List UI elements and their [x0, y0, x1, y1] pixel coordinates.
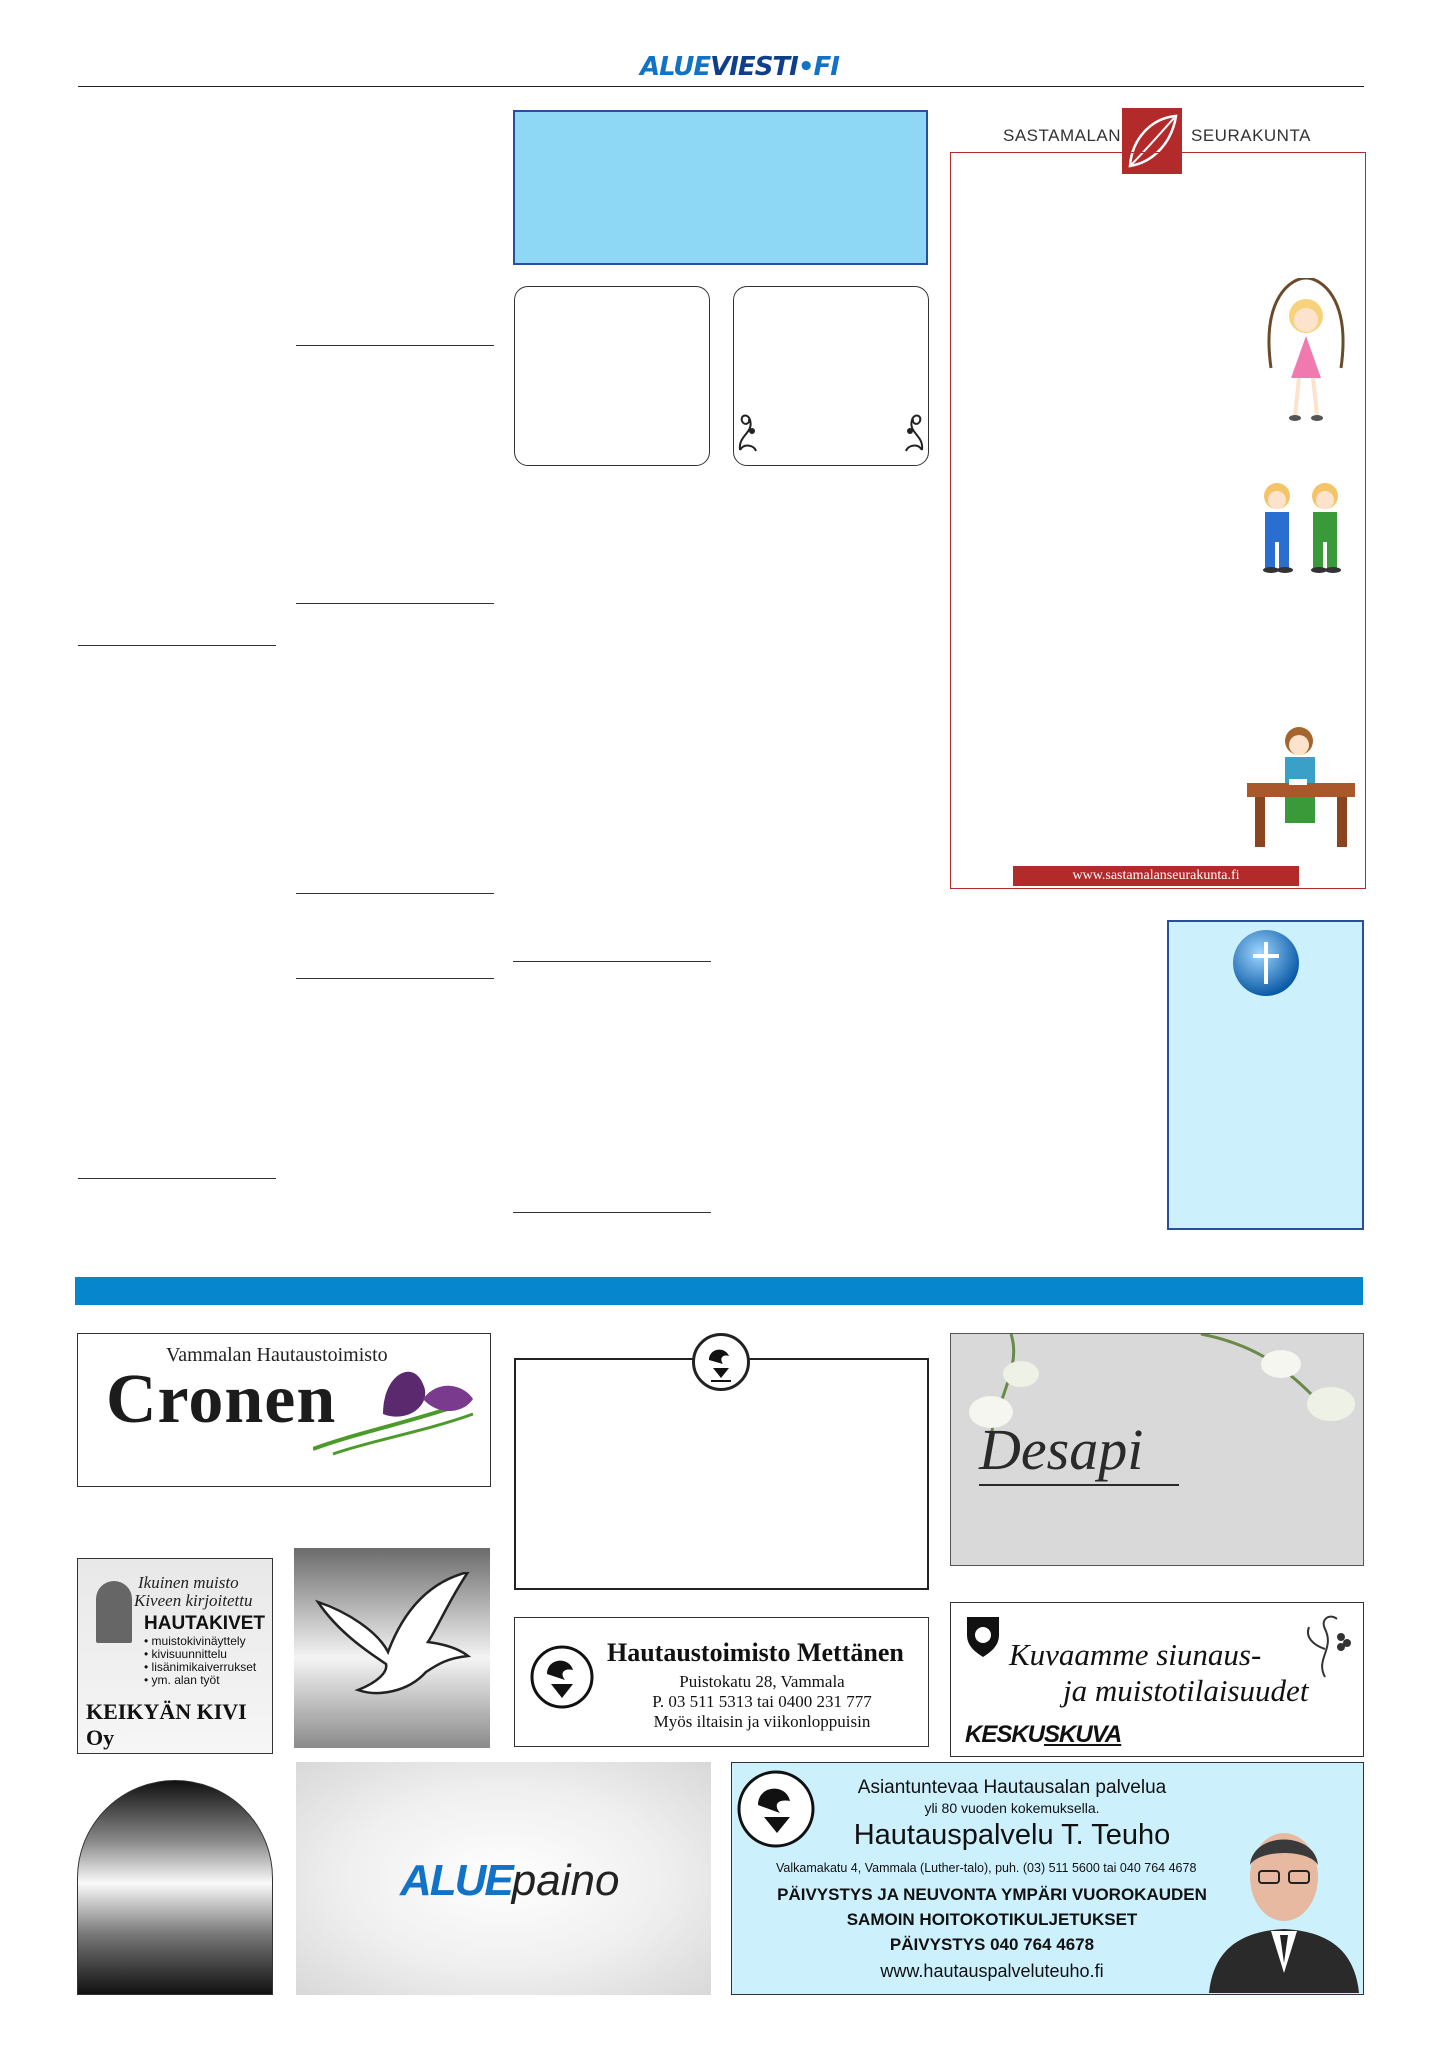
rounded-ad-box-left	[514, 286, 710, 466]
desapi-ad	[950, 1333, 1364, 1566]
two-children-icon	[1249, 478, 1359, 578]
aluepaino-logo-a: ALUE	[400, 1856, 512, 1905]
teuho-tagline-2: yli 80 vuoden kokemuksella.	[924, 1800, 1100, 1816]
desapi-name: Desapi	[979, 1417, 1144, 1482]
keikyan-heading: HAUTAKIVET	[144, 1613, 266, 1634]
column-rule	[78, 1178, 276, 1179]
header-rule	[78, 86, 1364, 87]
desapi-underline	[979, 1484, 1179, 1486]
column-rule	[513, 961, 711, 962]
teuho-ad	[731, 1762, 1364, 1995]
keskuskuva-brand	[965, 1721, 1121, 1749]
keikyan-item: • lisänimikaiverrukset	[144, 1660, 257, 1674]
shield-icon	[963, 1613, 1003, 1659]
mettanen-phone: P. 03 511 5313 tai 0400 231 777	[652, 1692, 872, 1711]
seurakunta-title-right: SEURAKUNTA	[1191, 126, 1311, 145]
funeral-emblem-icon	[695, 1336, 747, 1388]
arch-gradient-ad	[77, 1780, 273, 1995]
dove-ad	[294, 1548, 490, 1748]
aluepaino-ad	[296, 1762, 711, 1995]
floral-ornament-icon	[1295, 1609, 1355, 1679]
column-rule	[513, 1212, 711, 1213]
teuho-url[interactable]: www.hautauspalveluteuho.fi	[880, 1961, 1104, 1981]
keskuskuva-line-2: ja muistotilaisuudet	[1063, 1673, 1309, 1708]
section-divider-bar	[75, 1277, 1363, 1305]
cronen-name: Cronen	[106, 1361, 337, 1438]
keikyan-items	[144, 1635, 256, 1687]
keikyan-script-2: Kiveen kirjoitettu	[134, 1591, 253, 1610]
column-rule	[78, 645, 276, 646]
man-portrait-icon	[1209, 1813, 1359, 1993]
keikyan-kivi-ad	[77, 1558, 273, 1754]
cronen-ad	[77, 1333, 491, 1487]
keikyan-item: • kivisuunnittelu	[144, 1647, 227, 1661]
teuho-address: Valkamakatu 4, Vammala (Luther-talo), puh. (03) 511 5600 tai 040 764 4678	[776, 1861, 1197, 1875]
aluepaino-logo-b: paino	[511, 1856, 620, 1905]
dove-icon	[308, 1572, 478, 1712]
funeral-emblem-icon	[529, 1644, 595, 1710]
column-rule	[296, 978, 494, 979]
mettanen-note: Myös iltaisin ja viikonloppuisin	[653, 1712, 871, 1731]
globe-dove-icon	[1231, 928, 1301, 998]
stone-niche-icon	[96, 1581, 132, 1643]
column-rule	[296, 893, 494, 894]
emblem-badge	[692, 1333, 750, 1391]
keskuskuva-brand-b: SKUVA	[1044, 1721, 1122, 1748]
column-rule	[296, 345, 494, 346]
rounded-ad-box-right	[733, 286, 929, 466]
teuho-tagline-1: Asiantuntevaa Hautausalan palvelua	[857, 1777, 1167, 1798]
keskuskuva-line-1: Kuvaamme siunaus-	[1009, 1637, 1262, 1672]
cronen-subtitle: Vammalan Hautaustoimisto	[166, 1344, 388, 1366]
flourish-icon	[734, 405, 762, 455]
keskuskuva-brand-a: KESKU	[965, 1721, 1045, 1748]
teuho-line-c: PÄIVYSTYS 040 764 4678	[889, 1935, 1095, 1954]
keikyan-company: KEIKYÄN KIVI Oy	[86, 1699, 247, 1750]
keikyan-script-1: Ikuinen muisto	[138, 1573, 239, 1592]
blue-ad-box	[513, 110, 928, 265]
mettanen-name: Hautaustoimisto Mettänen	[607, 1638, 904, 1667]
child-at-desk-icon	[1241, 723, 1361, 853]
keskuskuva-ad	[950, 1602, 1364, 1757]
logo-part-fi: •FI	[797, 52, 839, 82]
flourish-icon	[900, 405, 928, 455]
keikyan-item: • ym. alan työt	[144, 1673, 220, 1687]
mettanen-ad	[514, 1617, 929, 1747]
keikyan-item: • muistokivinäyttely	[144, 1634, 246, 1648]
seurakunta-ad-box	[950, 152, 1366, 889]
mettanen-address: Puistokatu 28, Vammala	[679, 1672, 845, 1691]
logo-part-viesti: VIESTI	[710, 52, 798, 82]
logo-part-alue: ALUE	[640, 52, 711, 82]
teuho-name: Hautauspalvelu T. Teuho	[853, 1819, 1171, 1851]
seurakunta-url[interactable]: www.sastamalanseurakunta.fi	[1013, 866, 1299, 886]
teuho-line-b: SAMOIN HOITOKOTIKULJETUKSET	[846, 1910, 1138, 1929]
seurakunta-title-left: SASTAMALAN	[1003, 126, 1122, 145]
lightblue-ad-box	[1167, 920, 1364, 1230]
teuho-line-a: PÄIVYSTYS JA NEUVONTA YMPÄRI VUOROKAUDEN	[777, 1885, 1207, 1904]
alueviesti-logo	[640, 52, 839, 82]
aluepaino-logo	[400, 1856, 619, 1906]
column-rule	[296, 603, 494, 604]
calla-lily-icon	[313, 1354, 483, 1464]
girl-jumping-rope-icon	[1251, 278, 1361, 428]
